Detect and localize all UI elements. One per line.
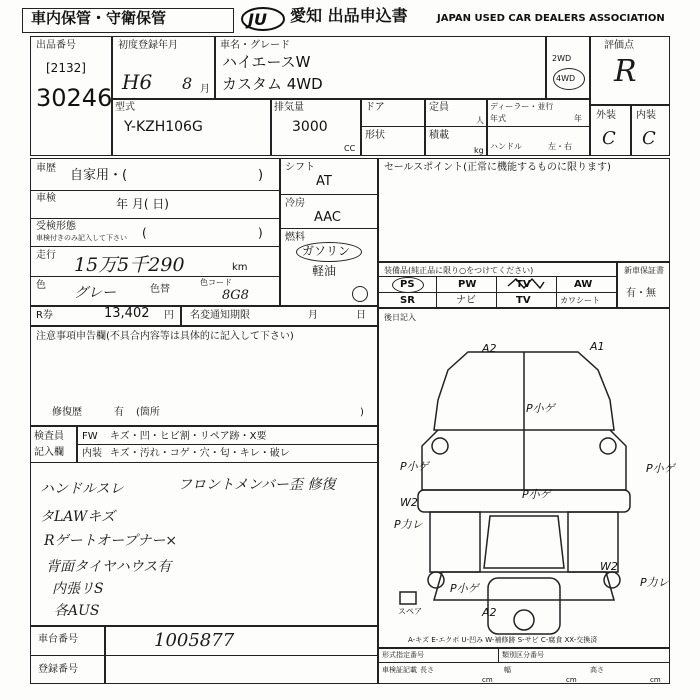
grade-value: R	[614, 54, 637, 89]
wheel-rl	[428, 572, 444, 588]
mileage-unit: km	[232, 262, 248, 273]
recycle-label: R券	[36, 310, 53, 321]
hand-note-6: 内張リS	[52, 581, 104, 597]
chassis-value: 1005877	[154, 630, 235, 651]
length-cm: cm	[482, 676, 493, 684]
mileage-label: 走行	[36, 250, 56, 261]
equipment-label: 装備品(純正品に限り○をつけてください)	[384, 266, 534, 275]
interior-label: 内装	[636, 110, 656, 121]
exterior-label: 外装	[596, 110, 616, 121]
equip-sr: SR	[400, 295, 415, 306]
fuel-diesel: 軽油	[312, 264, 337, 278]
mark-p-right: P小ゲ	[646, 462, 675, 475]
load-unit: kg	[474, 146, 484, 155]
height-cm: cm	[650, 676, 661, 684]
width-cm: cm	[566, 676, 577, 684]
mark-p-lower-left: P力レ	[394, 518, 423, 531]
recycle-value: 13,402	[104, 306, 150, 321]
chassis-label: 車台番号	[38, 634, 78, 645]
model-line1: ハイエースW	[222, 53, 311, 71]
ps-circle	[392, 277, 424, 293]
form-label: 形式指定番号	[382, 651, 424, 659]
mark-w2-left: W2	[400, 496, 418, 509]
reg-year: H6	[122, 70, 153, 94]
repair-place: (箇所	[136, 407, 160, 418]
capacity-label: 定員	[429, 102, 449, 113]
tv-scribble	[506, 276, 546, 292]
cc-unit: CC	[344, 144, 356, 153]
inspector-row1: キズ・凹・ヒビ割・リペア跡・X要	[110, 431, 267, 442]
hand-note-5: 背面タイヤハウス有	[46, 559, 172, 575]
receipt-note: 車検付きのみ記入して下さい	[36, 234, 127, 242]
model-line2: カスタム 4WD	[222, 75, 323, 93]
interior-value: C	[642, 128, 656, 149]
shift-value: AT	[316, 174, 332, 189]
lot-sub: [2132]	[46, 61, 86, 75]
history-value: 自家用・(	[70, 168, 128, 183]
inspector-row2: キズ・汚れ・コゲ・穴・匂・キレ・破レ	[110, 448, 290, 459]
hand-note-1: ハンドルスレ	[40, 481, 124, 497]
type-label: 型式	[115, 102, 135, 113]
repair-value: 有	[114, 407, 124, 418]
fuel-check-circle	[352, 286, 368, 302]
inspection-value: 年 月( 日)	[116, 197, 169, 211]
model-year-label: 年式	[490, 114, 506, 123]
equip-navi: ナビ	[456, 295, 476, 306]
drive-4wd: 4WD	[556, 74, 576, 83]
wheel-fl	[432, 438, 448, 454]
exterior-value: C	[602, 128, 616, 149]
registration-label: 登録番号	[38, 664, 78, 675]
mileage-value: 15万5千290	[74, 254, 185, 276]
handle-value: 左・右	[548, 142, 572, 151]
color-code-label: 色コード	[200, 278, 232, 287]
storage-label: 車内保管・守衛保管	[31, 9, 167, 27]
warranty-label: 新車保証書	[624, 266, 664, 275]
inspector-row2-tag: 内装	[82, 448, 102, 459]
equip-ps: PS	[400, 279, 415, 290]
reg-month-unit: 月	[200, 84, 210, 95]
left-side-panel	[430, 512, 480, 572]
mark-p-hood: P小ゲ	[526, 402, 555, 415]
mark-p-rear: P小ゲ	[450, 582, 479, 595]
category-label: 類別区分番号	[502, 651, 544, 659]
caution-label: 注意事項申告欄(不具合内容等は具体的に記入して下さい)	[36, 331, 294, 342]
recycle-unit: 円	[164, 310, 174, 321]
shape-label: 形状	[365, 130, 385, 141]
rear-door	[488, 578, 560, 634]
load-label: 積載	[429, 130, 449, 141]
year-unit: 年	[574, 114, 582, 123]
receipt-label: 受検形態	[36, 221, 76, 232]
receipt-open: (	[142, 226, 147, 240]
repair-close: )	[360, 407, 364, 418]
mark-p-center: P小ゲ	[522, 488, 551, 501]
meigi-label: 名変通知期限	[190, 310, 250, 321]
inspection-label: 車検	[36, 193, 56, 204]
color-change-label: 色替	[150, 284, 170, 295]
length-label: 長さ	[420, 666, 434, 674]
ac-label: 冷房	[285, 198, 305, 209]
sheet-title: 愛知 出品申込書	[290, 6, 408, 25]
spare-wheel	[514, 610, 534, 630]
cc-value: 3000	[292, 119, 328, 135]
grade-label: 評価点	[604, 40, 634, 51]
reg-month: 8	[182, 74, 193, 93]
drive-2wd: 2WD	[552, 54, 572, 63]
mark-a2-rear: A2	[482, 606, 497, 619]
capacity-unit: 人	[476, 116, 484, 125]
mark-a1-top: A1	[590, 340, 605, 353]
svg-text:JU: JU	[248, 10, 267, 29]
mark-p-left: P小ゲ	[400, 460, 429, 473]
spare-label: スペア	[398, 607, 422, 616]
sales-label: セールスポイント(正常に機能するものに限ります)	[384, 162, 611, 173]
equip-tv2: TV	[516, 295, 531, 306]
hand-note-3: タLAWキズ	[40, 509, 115, 525]
cc-label: 排気量	[274, 102, 304, 113]
door-label: ドア	[365, 102, 385, 113]
inspector-label-2: 記入欄	[34, 447, 64, 458]
color-value: グレー	[74, 285, 116, 301]
lot-number: 30246	[36, 84, 113, 112]
dealer-label: ディーラー・並行	[490, 102, 554, 111]
car-diagram	[378, 330, 675, 648]
equip-pw: PW	[458, 279, 477, 290]
repair-label: 修復歴	[52, 407, 82, 418]
mark-a2-top: A2	[482, 342, 497, 355]
sales-point-box	[378, 158, 670, 262]
color-label: 色	[36, 280, 46, 291]
mark-w2-right: W2	[600, 560, 618, 573]
equip-aw: AW	[574, 279, 593, 290]
inspector-label-1: 検査員	[34, 431, 64, 442]
ac-value: AAC	[314, 210, 341, 225]
model-label: 車名・グレード	[220, 40, 290, 51]
mark-p-right-lower: P力レ	[640, 576, 669, 589]
height-label: 高さ	[590, 666, 604, 674]
lot-label: 出品番号	[36, 40, 76, 51]
legend-text: A-キズ E-エクボ U-凹み W-補修跡 S-サビ C-腐食 XX-交換済	[408, 636, 598, 644]
type-value: Y-KZH106G	[124, 119, 203, 135]
reg-label: 初度登録年月	[118, 40, 178, 51]
spare-box	[400, 592, 416, 604]
shift-label: シフト	[285, 162, 315, 173]
ju-logo	[240, 6, 286, 32]
equip-tv: TV	[516, 279, 531, 290]
storage-box	[22, 8, 234, 33]
wheel-fr	[600, 438, 616, 454]
meigi-day: 日	[356, 310, 366, 321]
windshield-outline	[484, 516, 564, 568]
hand-note-4: Rゲートオープナー×	[44, 533, 178, 549]
after-label: 後日記入	[384, 313, 416, 322]
color-code-value: 8G8	[222, 288, 249, 303]
inspector-row1-tag: FW	[82, 431, 98, 442]
hand-note-7: 各AUS	[54, 603, 100, 619]
equip-seat: カワシート	[560, 296, 600, 305]
history-label: 車歴	[36, 163, 56, 174]
hand-note-2: フロントメンバー歪 修復	[178, 477, 336, 493]
fuel-label: 燃料	[285, 232, 305, 243]
handle-label: ハンドル	[490, 142, 522, 151]
size-label: 車検証記載	[382, 666, 417, 674]
fuel-circle	[296, 242, 362, 262]
association-name: JAPAN USED CAR DEALERS ASSOCIATION	[437, 13, 665, 24]
wheel-rr	[604, 572, 620, 588]
receipt-close: )	[258, 226, 263, 240]
history-close: )	[258, 168, 264, 183]
warranty-value: 有・無	[626, 288, 656, 299]
width-label: 幅	[504, 666, 511, 674]
meigi-month: 月	[308, 310, 318, 321]
fuel-gas: ガソリン	[302, 244, 351, 258]
